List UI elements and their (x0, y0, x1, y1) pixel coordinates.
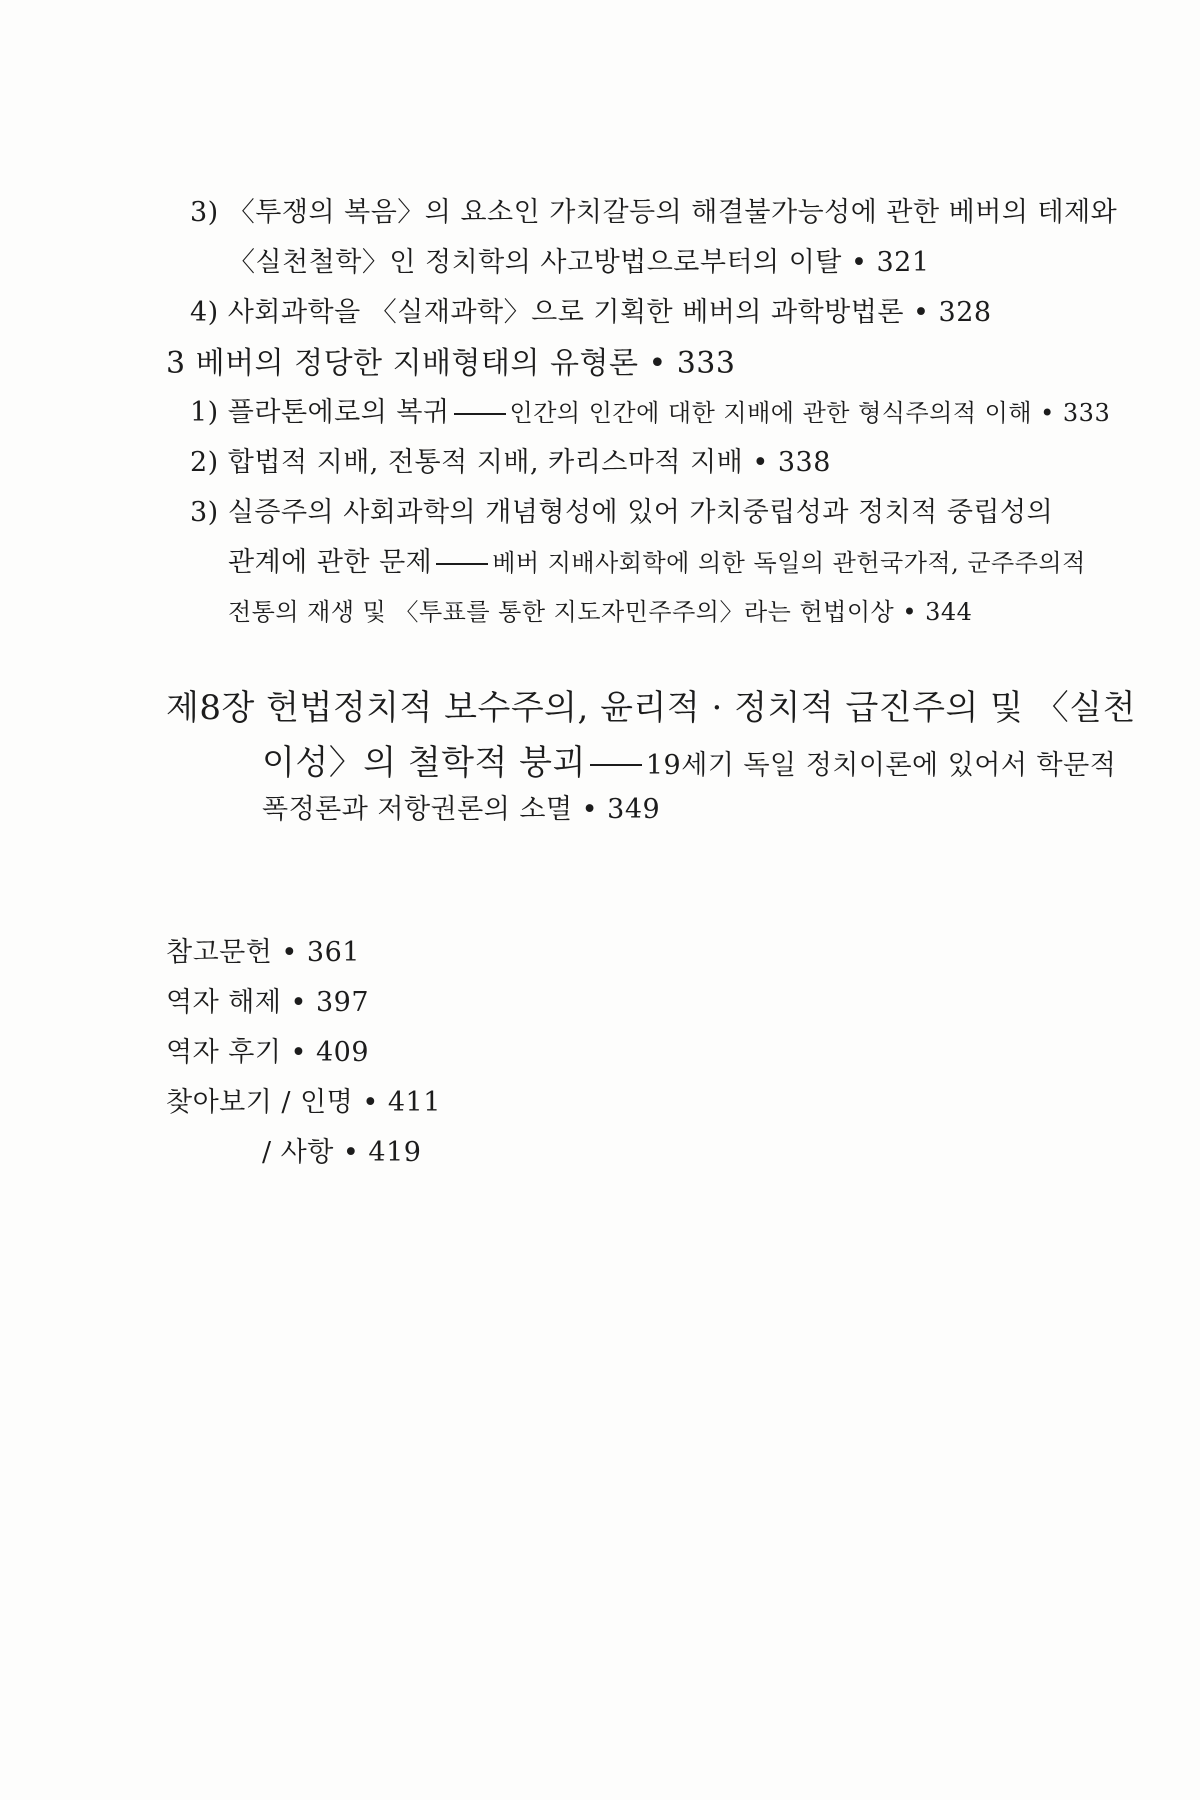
back-matter-index-subjects: / 사항 • 419 (262, 1137, 422, 1168)
back-matter-translator-commentary: 역자 해제 • 397 (166, 987, 370, 1018)
toc-item-3-3-3-line2-prefix: 관계에 관한 문제 (228, 547, 433, 578)
back-matter-translator-afterword: 역자 후기 • 409 (166, 1037, 370, 1068)
toc-section-3: 3 베버의 정당한 지배형태의 유형론 • 333 (166, 346, 736, 381)
toc-item-3-3-1 (190, 390, 1110, 429)
toc-item-3-3-3-line3: 전통의 재생 및 〈투표를 통한 지도자민주주의〉라는 헌법이상 • 344 (228, 598, 973, 626)
toc-chapter-8-line2-prefix: 이성〉의 철학적 붕괴 (262, 743, 586, 783)
toc-chapter-8-line3: 폭정론과 저항권론의 소멸 • 349 (262, 794, 661, 825)
toc-item-3-3-line2: 〈실천철학〉인 정치학의 사고방법으로부터의 이탈 • 321 (228, 247, 930, 278)
em-dash (436, 563, 488, 565)
toc-item-3-3-3-line2 (228, 540, 1086, 579)
toc-item-3-3-line1: 3) 〈투쟁의 복음〉의 요소인 가치갈등의 해결불가능성에 관한 베버의 테제와 (190, 197, 1118, 228)
em-dash (454, 413, 506, 415)
toc-item-3-4: 4) 사회과학을 〈실재과학〉으로 기획한 베버의 과학방법론 • 328 (190, 297, 992, 328)
toc-item-3-3-3-line1: 3) 실증주의 사회과학의 개념형성에 있어 가치중립성과 정치적 중립성의 (190, 497, 1054, 528)
em-dash (590, 764, 642, 766)
toc-chapter-8-line2-rest: 19세기 독일 정치이론에 있어서 학문적 (645, 750, 1117, 781)
toc-chapter-8-line2 (262, 735, 1116, 784)
toc-chapter-8-line1: 제8장 헌법정치적 보수주의, 윤리적 · 정치적 급진주의 및 〈실천 (166, 688, 1136, 728)
toc-item-3-3-1-rest: 인간의 인간에 대한 지배에 관한 형식주의적 이해 • 333 (509, 399, 1111, 427)
back-matter-references: 참고문헌 • 361 (166, 937, 360, 968)
back-matter-index-names: 찾아보기 / 인명 • 411 (166, 1087, 441, 1118)
toc-item-3-3-2: 2) 합법적 지배, 전통적 지배, 카리스마적 지배 • 338 (190, 447, 831, 478)
toc-item-3-3-3-line2-rest: 베버 지배사회학에 의한 독일의 관헌국가적, 군주주의적 (492, 549, 1086, 577)
toc-item-3-3-1-prefix: 1) 플라톤에로의 복귀 (190, 397, 450, 428)
